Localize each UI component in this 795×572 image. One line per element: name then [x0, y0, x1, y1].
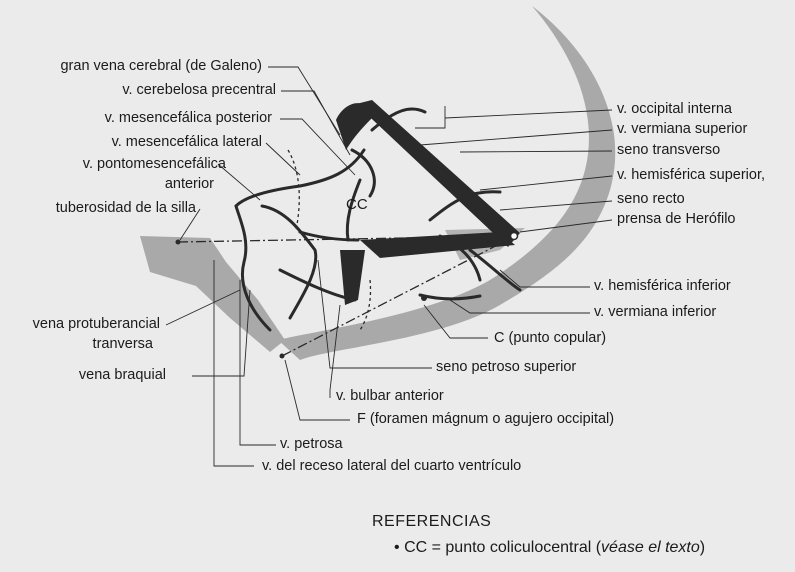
- label-vermiana-superior: v. vermiana superior: [617, 121, 748, 137]
- label-tuberosidad: tuberosidad de la silla: [55, 200, 196, 216]
- label-mesencefalica-lateral: v. mesencefálica lateral: [111, 134, 262, 150]
- references-note: [394, 539, 705, 557]
- cc-definition: CC = punto coliculocentral (: [404, 539, 602, 556]
- label-bulbar-anterior: v. bulbar anterior: [336, 388, 444, 404]
- thin-veins: [236, 109, 520, 330]
- label-petrosa: v. petrosa: [280, 436, 343, 452]
- label-occipital-interna: v. occipital interna: [617, 101, 732, 117]
- label-mesencefalica-posterior: v. mesencefálica posterior: [104, 110, 272, 126]
- label-hemisferica-superior: v. hemisférica superior,: [617, 167, 766, 183]
- label-pontomesencefalica: v. pontomesencefálica: [82, 156, 226, 172]
- bullet: •: [394, 539, 400, 556]
- close-paren: ): [699, 539, 706, 556]
- label-seno-transverso: seno transverso: [617, 142, 721, 158]
- label-prensa-herofilo: prensa de Herófilo: [617, 211, 736, 227]
- label-pontomesencefalica-anterior: anterior: [164, 176, 214, 192]
- label-vena-braquial: vena braquial: [78, 367, 166, 383]
- label-foramen: F (foramen mágnum o agujero occipital): [357, 411, 615, 427]
- foramen-point: [280, 354, 285, 359]
- clivus-band: [140, 236, 285, 352]
- label-punto-copular: C (punto copular): [494, 330, 607, 346]
- label-seno-recto: seno recto: [617, 191, 685, 207]
- label-vermiana-inferior: v. vermiana inferior: [594, 304, 717, 320]
- label-tranversa: tranversa: [92, 336, 153, 352]
- herophilus-point: [511, 233, 518, 240]
- label-cc: CC: [346, 196, 368, 213]
- label-precentral: v. cerebelosa precentral: [122, 82, 276, 98]
- references-heading: REFERENCIAS: [372, 513, 492, 530]
- tuberosity-point: [176, 240, 181, 245]
- label-receso-lateral: v. del receso lateral del cuarto ventrículo: [262, 458, 522, 474]
- label-galeno: gran vena cerebral (de Galeno): [60, 58, 262, 74]
- label-vena-protuberancial: vena protuberancial: [32, 316, 160, 332]
- label-hemisferica-inferior: v. hemisférica inferior: [594, 278, 731, 294]
- label-seno-petroso-superior: seno petroso superior: [436, 359, 577, 375]
- see-text: véase el texto: [601, 539, 700, 556]
- copular-point: [421, 295, 427, 301]
